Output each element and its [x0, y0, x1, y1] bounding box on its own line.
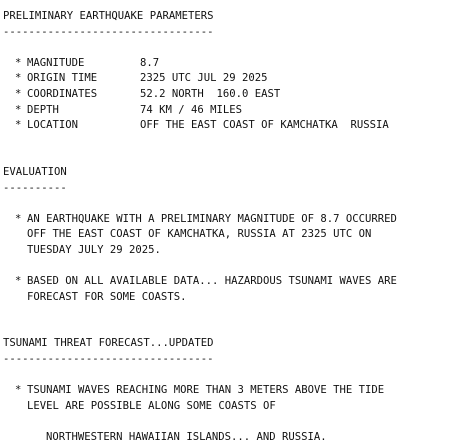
- param-row-magnitude: [3, 56, 459, 72]
- bullet-text: TSUNAMI WAVES REACHING MORE THAN 3 METERS ABOVE THE TIDE LEVEL ARE POSSIBLE ALONG SOME COASTS OF: [27, 384, 385, 412]
- param-row-origin-time: [3, 71, 459, 87]
- param-row-coordinates: [3, 87, 459, 103]
- threat-bullet: [3, 383, 459, 414]
- bullet-mark: *: [15, 87, 22, 100]
- param-value: 74 KM / 46 MILES: [140, 103, 243, 116]
- threat-locations: NORTHWESTERN HAWAIIAN ISLANDS... AND RUSSIA.: [46, 431, 327, 444]
- param-label: LOCATION: [27, 119, 79, 132]
- param-value: 8.7: [140, 56, 160, 69]
- bullet-mark: *: [15, 275, 22, 288]
- bullet-text: BASED ON ALL AVAILABLE DATA... HAZARDOUS TSUNAMI WAVES ARE FORECAST FOR SOME COASTS.: [27, 275, 397, 303]
- spacer: [3, 368, 459, 384]
- param-value: OFF THE EAST COAST OF KAMCHATKA RUSSIA: [140, 119, 389, 132]
- params-rule: ---------------------------------: [3, 25, 214, 38]
- bullet-text: AN EARTHQUAKE WITH A PRELIMINARY MAGNITUDE OF 8.7 OCCURRED OFF THE EAST COAST OF KAMCHATKA, RUSSIA AT 2325 UTC ON TUESDAY JULY 29 2025.: [27, 212, 397, 256]
- spacer: [3, 40, 459, 56]
- bullet-mark: *: [15, 72, 22, 85]
- param-label: COORDINATES: [27, 87, 98, 100]
- evaluation-bullet: [3, 274, 459, 305]
- bullet-mark: *: [15, 56, 22, 69]
- evaluation-rule: ----------: [3, 181, 67, 194]
- spacer: [3, 149, 459, 165]
- param-label: MAGNITUDE: [27, 56, 85, 69]
- bullet-mark: *: [15, 103, 22, 116]
- bullet-mark: *: [15, 119, 22, 132]
- bullet-mark: *: [15, 212, 22, 225]
- params-heading: PRELIMINARY EARTHQUAKE PARAMETERS: [3, 10, 214, 22]
- param-label: DEPTH: [27, 103, 59, 116]
- param-value: 2325 UTC JUL 29 2025: [140, 72, 268, 85]
- evaluation-heading: EVALUATION: [3, 165, 67, 178]
- bulletin-document: [3, 9, 459, 446]
- spacer: [3, 259, 459, 275]
- param-row-location: [3, 118, 459, 134]
- param-row-depth: [3, 103, 459, 119]
- spacer: [3, 321, 459, 337]
- spacer: [3, 414, 459, 430]
- spacer: [3, 134, 459, 150]
- evaluation-bullet: [3, 212, 459, 259]
- param-value: 52.2 NORTH 160.0 EAST: [140, 87, 281, 100]
- threat-rule: ---------------------------------: [3, 353, 214, 366]
- param-label: ORIGIN TIME: [27, 72, 98, 85]
- threat-heading: TSUNAMI THREAT FORECAST...UPDATED: [3, 337, 214, 350]
- spacer: [3, 196, 459, 212]
- spacer: [3, 305, 459, 321]
- bullet-mark: *: [15, 384, 22, 397]
